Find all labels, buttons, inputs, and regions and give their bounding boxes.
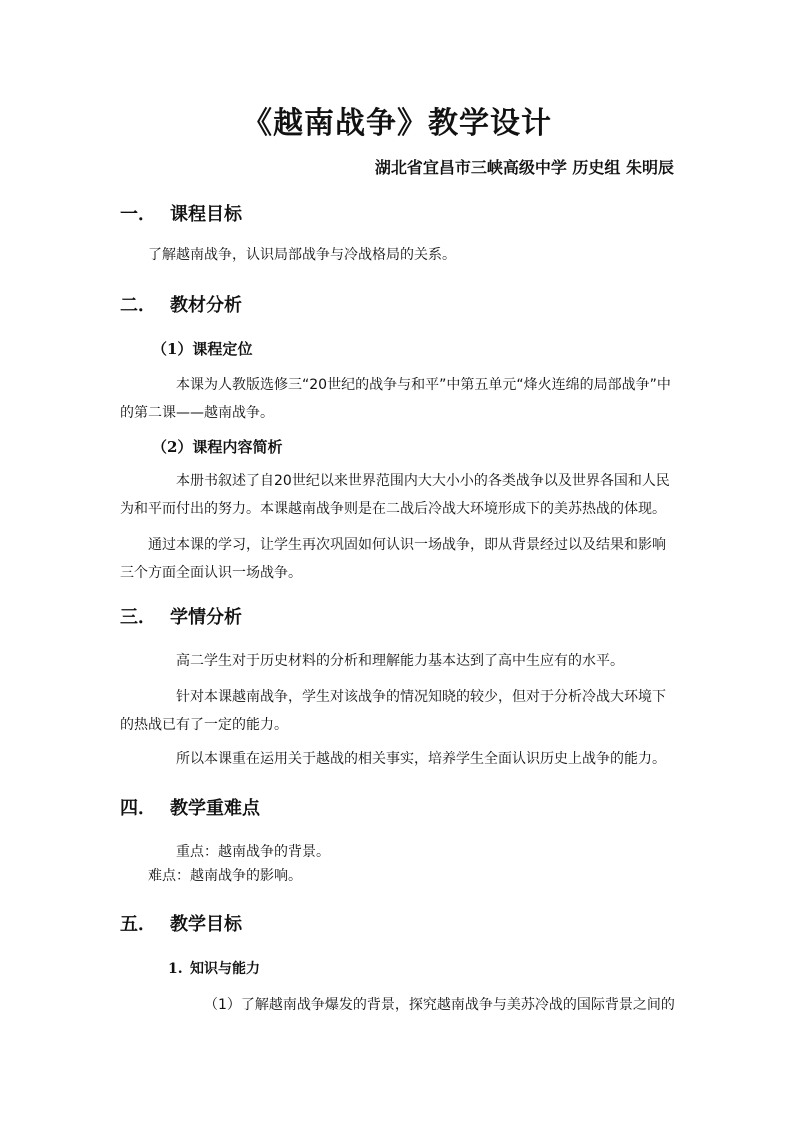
section-number: 二． (120, 295, 156, 316)
subsection-number: 1. (168, 961, 183, 977)
paragraph: 重点：越南战争的背景。 (176, 844, 330, 860)
paragraph: 通过本课的学习，让学生再次巩固如何认识一场战争，即从背景经过以及结果和影响三个方面全面认识一场战争。 (120, 537, 666, 581)
subsection-heading-content-brief: （2）课程内容简析 (152, 438, 283, 456)
paragraph: 难点：越南战争的影响。 (148, 868, 302, 884)
subsection-heading-course-position: （1）课程定位 (152, 340, 253, 358)
document-author: 湖北省宜昌市三峡高级中学 历史组 朱明辰 (374, 158, 674, 177)
section-number: 一． (120, 204, 156, 225)
section-heading-learner-analysis (120, 603, 242, 629)
subsection-heading-knowledge-ability (168, 958, 260, 978)
section-heading-teaching-goals (120, 910, 242, 936)
paragraph: 高二学生对于历史材料的分析和理解能力基本达到了高中生应有的水平。 (176, 653, 624, 669)
paragraph: 针对本课越南战争，学生对该战争的情况知晓的较少，但对于分析冷战大环境下的热战已有了一定的能力。 (120, 689, 666, 733)
section-title: 学情分析 (170, 607, 242, 628)
section-heading-course-goals (120, 200, 242, 226)
paragraph: 本册书叙述了自20世纪以来世界范围内大大小小的各类战争以及世界各国和人民为和平而付出的努力。本课越南战争则是在二战后冷战大环境形成下的美苏热战的体现。 (120, 473, 670, 517)
section-number: 三． (120, 607, 156, 628)
section-title: 教学目标 (170, 914, 242, 935)
paragraph: 本课为人教版选修三“20世纪的战争与和平”中第五单元“烽火连绵的局部战争”中的第二课——越南战争。 (120, 377, 671, 421)
section-number: 五． (120, 914, 156, 935)
section-number: 四． (120, 798, 156, 819)
section-title: 教材分析 (170, 295, 242, 316)
section-heading-key-points (120, 794, 260, 820)
section-heading-textbook-analysis (120, 291, 242, 317)
section-title: 教学重难点 (170, 798, 260, 819)
paragraph: （1）了解越南战争爆发的背景，探究越南战争与美苏冷战的国际背景之间的 (204, 997, 675, 1013)
paragraph: 了解越南战争，认识局部战争与冷战格局的关系。 (148, 247, 456, 263)
section-title: 课程目标 (170, 204, 242, 225)
subsection-title: 知识与能力 (190, 961, 260, 977)
document-title: 《越南战争》教学设计 (242, 106, 552, 141)
paragraph: 所以本课重在运用关于越战的相关事实，培养学生全面认识历史上战争的能力。 (176, 751, 666, 767)
